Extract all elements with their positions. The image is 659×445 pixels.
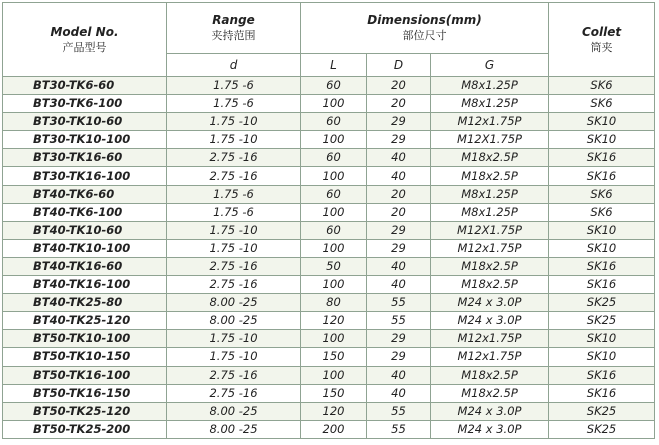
model-cell: BT40-TK25-120 bbox=[3, 312, 167, 330]
collet-cell: SK25 bbox=[549, 402, 655, 420]
range-cell: 1.75 -10 bbox=[167, 239, 301, 257]
model-cell: BT40-TK6-60 bbox=[3, 185, 167, 203]
collet-cell: SK16 bbox=[549, 149, 655, 167]
range-cell: 2.75 -16 bbox=[167, 257, 301, 275]
range-cell: 2.75 -16 bbox=[167, 149, 301, 167]
diameter-cell: 29 bbox=[367, 131, 431, 149]
model-cell: BT50-TK25-120 bbox=[3, 402, 167, 420]
range-cell: 8.00 -25 bbox=[167, 294, 301, 312]
range-cell: 2.75 -16 bbox=[167, 276, 301, 294]
diameter-cell: 55 bbox=[367, 420, 431, 438]
collet-cell: SK25 bbox=[549, 420, 655, 438]
dimensions-header-en: Dimensions(mm) bbox=[367, 13, 482, 27]
range-header bbox=[167, 3, 301, 54]
range-cell: 2.75 -16 bbox=[167, 366, 301, 384]
diameter-cell: 55 bbox=[367, 294, 431, 312]
diameter-cell: 40 bbox=[367, 366, 431, 384]
model-cell: BT40-TK10-60 bbox=[3, 221, 167, 239]
length-cell: 100 bbox=[301, 131, 367, 149]
range-cell: 2.75 -16 bbox=[167, 167, 301, 185]
thread-cell: M24 x 3.0P bbox=[431, 294, 549, 312]
diameter-cell: 29 bbox=[367, 239, 431, 257]
collet-cell: SK6 bbox=[549, 203, 655, 221]
length-cell: 60 bbox=[301, 221, 367, 239]
range-cell: 8.00 -25 bbox=[167, 420, 301, 438]
collet-cell: SK6 bbox=[549, 185, 655, 203]
length-cell: 120 bbox=[301, 402, 367, 420]
thread-cell: M18x2.5P bbox=[431, 257, 549, 275]
thread-cell: M24 x 3.0P bbox=[431, 402, 549, 420]
collet-cell: SK10 bbox=[549, 330, 655, 348]
table-row bbox=[3, 221, 655, 239]
table-row bbox=[3, 276, 655, 294]
table-row bbox=[3, 366, 655, 384]
thread-cell: M8x1.25P bbox=[431, 203, 549, 221]
table-row bbox=[3, 203, 655, 221]
thread-cell: M12x1.75P bbox=[431, 330, 549, 348]
range-cell: 1.75 -10 bbox=[167, 113, 301, 131]
thread-cell: M24 x 3.0P bbox=[431, 312, 549, 330]
length-cell: 60 bbox=[301, 113, 367, 131]
diameter-cell: 29 bbox=[367, 221, 431, 239]
collet-cell: SK10 bbox=[549, 131, 655, 149]
thread-cell: M18x2.5P bbox=[431, 384, 549, 402]
diameter-cell: 20 bbox=[367, 203, 431, 221]
length-cell: 50 bbox=[301, 257, 367, 275]
model-cell: BT30-TK16-60 bbox=[3, 149, 167, 167]
range-cell: 2.75 -16 bbox=[167, 384, 301, 402]
thread-cell: M8x1.25P bbox=[431, 77, 549, 95]
model-cell: BT50-TK16-150 bbox=[3, 384, 167, 402]
diameter-cell: 40 bbox=[367, 384, 431, 402]
length-cell: 100 bbox=[301, 366, 367, 384]
col-d-header: d bbox=[167, 54, 301, 77]
model-cell: BT50-TK10-100 bbox=[3, 330, 167, 348]
model-cell: BT30-TK10-60 bbox=[3, 113, 167, 131]
collet-cell: SK10 bbox=[549, 221, 655, 239]
model-header-zh: 产品型号 bbox=[62, 40, 107, 54]
length-cell: 60 bbox=[301, 77, 367, 95]
length-cell: 100 bbox=[301, 330, 367, 348]
model-cell: BT30-TK6-60 bbox=[3, 77, 167, 95]
collet-header bbox=[549, 3, 655, 77]
table-row bbox=[3, 312, 655, 330]
model-cell: BT40-TK10-100 bbox=[3, 239, 167, 257]
thread-cell: M18x2.5P bbox=[431, 366, 549, 384]
table-row bbox=[3, 294, 655, 312]
table-row bbox=[3, 95, 655, 113]
dimensions-header-zh: 部位尺寸 bbox=[402, 29, 447, 42]
table-row bbox=[3, 77, 655, 95]
range-header-zh: 夹持范围 bbox=[211, 29, 256, 42]
collet-cell: SK16 bbox=[549, 276, 655, 294]
model-cell: BT50-TK10-150 bbox=[3, 348, 167, 366]
length-cell: 60 bbox=[301, 149, 367, 167]
thread-cell: M18x2.5P bbox=[431, 149, 549, 167]
range-cell: 8.00 -25 bbox=[167, 312, 301, 330]
diameter-cell: 55 bbox=[367, 402, 431, 420]
collet-header-zh: 筒夹 bbox=[590, 40, 613, 54]
length-cell: 100 bbox=[301, 239, 367, 257]
diameter-cell: 40 bbox=[367, 167, 431, 185]
thread-cell: M12X1.75P bbox=[431, 131, 549, 149]
collet-cell: SK25 bbox=[549, 294, 655, 312]
length-cell: 100 bbox=[301, 167, 367, 185]
collet-cell: SK10 bbox=[549, 113, 655, 131]
model-cell: BT30-TK16-100 bbox=[3, 167, 167, 185]
table-row bbox=[3, 348, 655, 366]
collet-cell: SK16 bbox=[549, 366, 655, 384]
diameter-cell: 40 bbox=[367, 276, 431, 294]
collet-cell: SK25 bbox=[549, 312, 655, 330]
thread-cell: M12x1.75P bbox=[431, 239, 549, 257]
range-cell: 1.75 -6 bbox=[167, 185, 301, 203]
table-row bbox=[3, 402, 655, 420]
length-cell: 100 bbox=[301, 95, 367, 113]
col-D-header: D bbox=[367, 54, 431, 77]
col-L-header: L bbox=[301, 54, 367, 77]
table-row bbox=[3, 239, 655, 257]
diameter-cell: 20 bbox=[367, 95, 431, 113]
diameter-cell: 40 bbox=[367, 149, 431, 167]
model-cell: BT50-TK25-200 bbox=[3, 420, 167, 438]
table-row bbox=[3, 131, 655, 149]
collet-cell: SK16 bbox=[549, 257, 655, 275]
table-row bbox=[3, 330, 655, 348]
table-body bbox=[3, 77, 655, 439]
length-cell: 80 bbox=[301, 294, 367, 312]
range-cell: 1.75 -6 bbox=[167, 203, 301, 221]
diameter-cell: 20 bbox=[367, 185, 431, 203]
model-cell: BT30-TK10-100 bbox=[3, 131, 167, 149]
length-cell: 150 bbox=[301, 384, 367, 402]
dimensions-header bbox=[301, 3, 549, 54]
range-cell: 1.75 -10 bbox=[167, 330, 301, 348]
table-row bbox=[3, 113, 655, 131]
model-cell: BT40-TK16-60 bbox=[3, 257, 167, 275]
thread-cell: M18x2.5P bbox=[431, 167, 549, 185]
collet-cell: SK6 bbox=[549, 77, 655, 95]
diameter-cell: 20 bbox=[367, 77, 431, 95]
model-header bbox=[3, 3, 167, 77]
length-cell: 200 bbox=[301, 420, 367, 438]
length-cell: 60 bbox=[301, 185, 367, 203]
table-row bbox=[3, 149, 655, 167]
range-cell: 1.75 -10 bbox=[167, 131, 301, 149]
col-G-header: G bbox=[431, 54, 549, 77]
collet-cell: SK16 bbox=[549, 384, 655, 402]
spec-table bbox=[2, 2, 655, 439]
thread-cell: M12x1.75P bbox=[431, 348, 549, 366]
length-cell: 150 bbox=[301, 348, 367, 366]
diameter-cell: 55 bbox=[367, 312, 431, 330]
model-header-en: Model No. bbox=[50, 24, 119, 39]
thread-cell: M8x1.25P bbox=[431, 95, 549, 113]
thread-cell: M12X1.75P bbox=[431, 221, 549, 239]
range-cell: 1.75 -10 bbox=[167, 221, 301, 239]
diameter-cell: 29 bbox=[367, 330, 431, 348]
model-cell: BT40-TK25-80 bbox=[3, 294, 167, 312]
thread-cell: M18x2.5P bbox=[431, 276, 549, 294]
range-cell: 1.75 -6 bbox=[167, 95, 301, 113]
header-row bbox=[3, 3, 655, 54]
thread-cell: M24 x 3.0P bbox=[431, 420, 549, 438]
collet-cell: SK6 bbox=[549, 95, 655, 113]
diameter-cell: 29 bbox=[367, 113, 431, 131]
thread-cell: M12x1.75P bbox=[431, 113, 549, 131]
model-cell: BT40-TK16-100 bbox=[3, 276, 167, 294]
length-cell: 100 bbox=[301, 203, 367, 221]
diameter-cell: 40 bbox=[367, 257, 431, 275]
table-row bbox=[3, 257, 655, 275]
collet-cell: SK10 bbox=[549, 239, 655, 257]
range-cell: 1.75 -10 bbox=[167, 348, 301, 366]
table-row bbox=[3, 420, 655, 438]
table-row bbox=[3, 384, 655, 402]
range-header-en: Range bbox=[212, 13, 255, 27]
length-cell: 120 bbox=[301, 312, 367, 330]
collet-cell: SK16 bbox=[549, 167, 655, 185]
range-cell: 8.00 -25 bbox=[167, 402, 301, 420]
length-cell: 100 bbox=[301, 276, 367, 294]
table-row bbox=[3, 185, 655, 203]
model-cell: BT40-TK6-100 bbox=[3, 203, 167, 221]
table-row bbox=[3, 167, 655, 185]
diameter-cell: 29 bbox=[367, 348, 431, 366]
model-cell: BT50-TK16-100 bbox=[3, 366, 167, 384]
model-cell: BT30-TK6-100 bbox=[3, 95, 167, 113]
collet-header-en: Collet bbox=[581, 24, 622, 39]
thread-cell: M8x1.25P bbox=[431, 185, 549, 203]
collet-cell: SK10 bbox=[549, 348, 655, 366]
range-cell: 1.75 -6 bbox=[167, 77, 301, 95]
